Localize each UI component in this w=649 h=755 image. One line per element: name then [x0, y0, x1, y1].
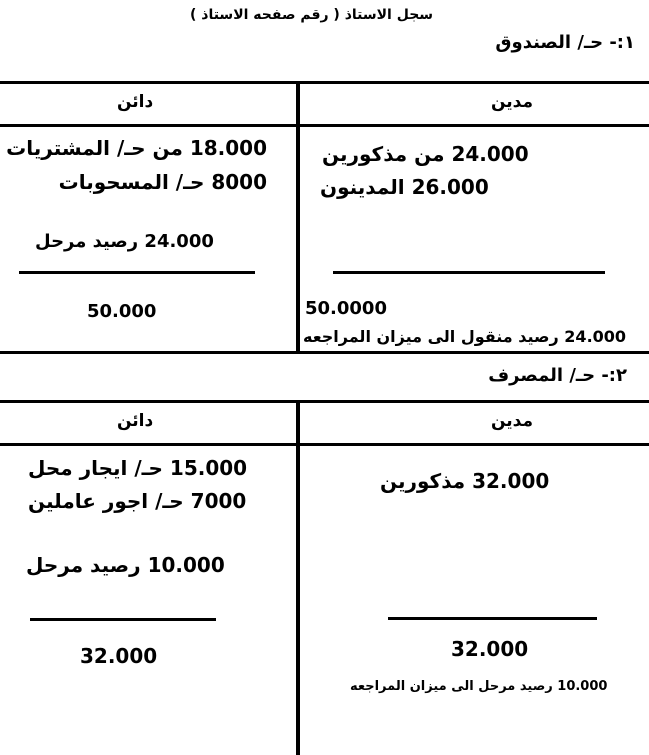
account2-credit-balance: 10.000 رصيد مرحل	[26, 553, 225, 577]
account2-debit-total: 32.000	[451, 637, 529, 661]
account1-debit-header: مدين	[491, 92, 534, 112]
account1-header-rule	[0, 124, 649, 127]
account1-credit-entry: 18.000 من حـ/ المشتريات	[6, 136, 267, 160]
account2-debit-header: مدين	[491, 411, 534, 431]
account2-title: ٢:- حـ/ المصرف	[488, 365, 627, 386]
account1-debit-total: 50.0000	[305, 298, 387, 319]
account2-top-rule	[0, 400, 649, 403]
account2-debit-carried: 10.000 رصيد مرحل الى ميزان المراجعه	[350, 679, 608, 694]
account2-credit-header: دائن	[117, 411, 154, 431]
account2-credit-entry: 15.000 حـ/ ايجار محل	[28, 456, 248, 480]
account2-credit-total: 32.000	[80, 644, 158, 668]
account2-debit-total-rule	[388, 617, 597, 620]
account1-top-rule	[0, 81, 649, 84]
account1-credit-header: دائن	[117, 92, 154, 112]
account2-debit-entry: 32.000 مذكورين	[380, 469, 550, 493]
account2-credit-total-rule	[30, 618, 216, 621]
account1-debit-entry: 26.000 المدينون	[320, 175, 489, 199]
account1-bottom-rule	[0, 351, 649, 354]
account1-credit-total-rule	[19, 271, 255, 274]
account1-debit-entry: 24.000 من مذكورين	[322, 142, 529, 166]
account1-credit-total: 50.000	[87, 301, 157, 322]
account1-debit-carried: 24.000 رصيد منقول الى ميزان المراجعه	[303, 327, 627, 346]
account2-credit-entry: 7000 حـ/ اجور عاملين	[28, 489, 247, 513]
account1-debit-total-rule	[333, 271, 605, 274]
ledger-title: سجل الاستاذ ( رقم صفحه الاستاذ )	[190, 7, 434, 23]
account1-credit-balance: 24.000 رصيد مرحل	[35, 231, 214, 252]
account1-credit-entry: 8000 حـ/ المسحوبات	[58, 170, 267, 194]
account2-header-rule	[0, 443, 649, 446]
account2-divider	[296, 400, 300, 755]
account1-divider	[296, 81, 300, 353]
account1-title: ١:- حـ/ الصندوق	[495, 32, 635, 53]
